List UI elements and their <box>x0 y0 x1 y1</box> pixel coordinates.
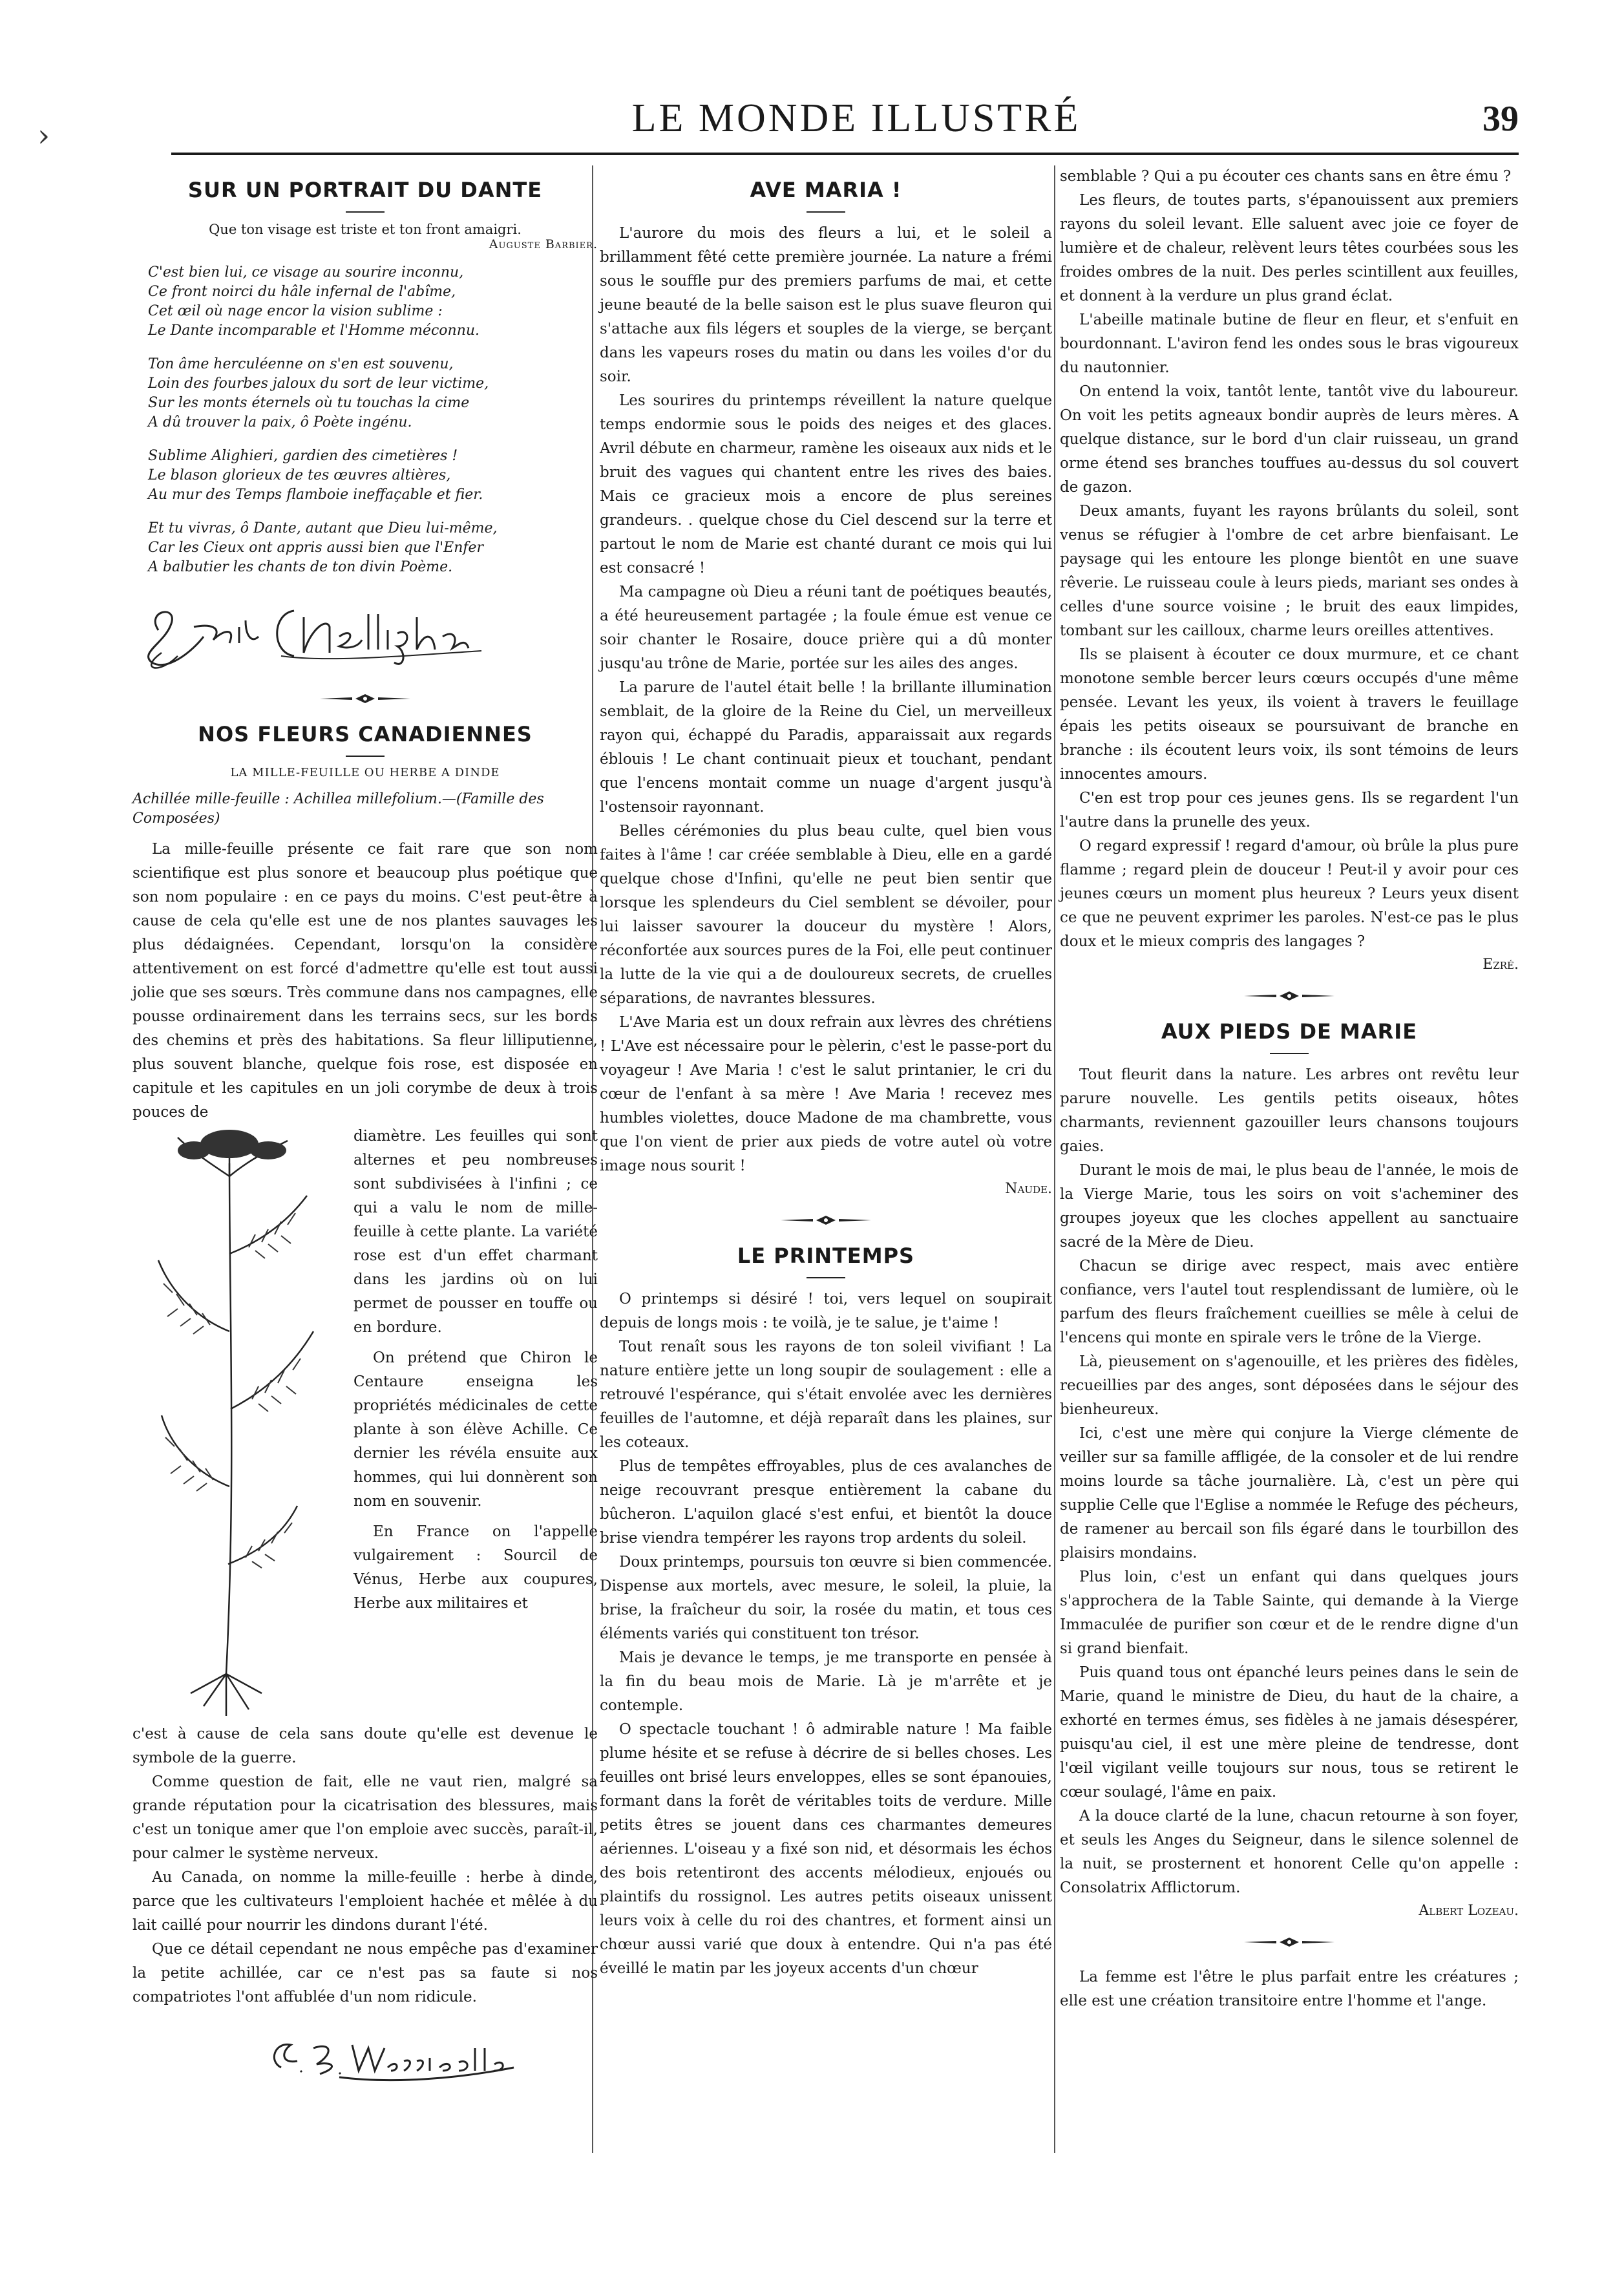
paragraph: A la douce clarté de la lune, chacun retourne à son foyer, et seuls les Anges du Seigneur, dans le silence solennel de la nuit, se prosternent et honorent Celle qu'on appelle : Consolatrix Afflictorum. <box>1060 1808 1519 1896</box>
paragraph: c'est à cause de cela sans doute qu'elle est devenue le symbole de la guerre. <box>132 1726 598 1766</box>
yarrow-plant-illustration <box>132 1125 346 1719</box>
paragraph: Ici, c'est une mère qui conjure la Vierge clémente de veiller sur sa famille affligée, de la consoler et de lui rendre moins lourde sa tâche journalière. Là, c'est un père qui supplie Celle que l'Eglise a nommée le Refuge des pécheurs, de ramener au bercail son fils égaré dans le tourbillon des plaisirs mondains. <box>1060 1425 1519 1561</box>
paragraph: Ma campagne où Dieu a réuni tant de poétiques beautés, a été heureusement partagée ; la foule émue est venue ce soir chanter le Rosaire, douce prière qui a dû monter jusqu'au trône de Marie, portée sur les ailes des anges. <box>600 584 1052 672</box>
paragraph: diamètre. Les feuilles qui sont alternes et peu nombreuses sont subdivisées à l'infini ; ce qui a valu le nom de mille-feuille à cette plante. La variété rose est d'un effet charmant dans les jardins où on lui permet de pousser en touffe ou en bordure. <box>353 1128 598 1336</box>
paragraph: Plus de tempêtes effroyables, plus de ces avalanches de neige recouvrant presque entièrement la cabane du bûcheron. L'aquilon glacé s'est enfui, et bientôt la douce brise viendra tempérer les rayons trop ardents du soleil. <box>600 1458 1052 1547</box>
paragraph: Les sourires du printemps réveillent la nature quelque temps endormie sous le poids des neiges et des glaces. Avril débute en charmeur, ramène les oiseaux aux nids et le bruit des vagues qui chantent entre les rives des baies. Mais ce gracieux mois a encore de plus sereines grandeurs. . quelque chose du Ciel descend sur la terre et partout le nom de Marie est chanté durant ce mois qui lui est consacré ! <box>600 392 1052 576</box>
marie-title: AUX PIEDS DE MARIE <box>1161 1019 1418 1044</box>
epigraph-author: Auguste Barbier. <box>489 237 598 251</box>
column-3 <box>1060 165 1519 2013</box>
paragraph: Ils se plaisent à écouter ce doux murmure, et ce chant monotone semble bercer leurs cœurs occupés d'une même pensée. Levant les yeux, ils voient à travers le feuillage épais les petits oiseaux se poursuivant de branche en branche : ils écoutent leurs voix, ils sont témoins de leurs innocentes amours. <box>1060 646 1519 783</box>
column-1 <box>132 165 598 2087</box>
verse-line: Cet œil où nage encor la vision sublime : <box>148 303 443 319</box>
verse-line: Sublime Alighieri, gardien des cimetières ! <box>148 448 458 464</box>
paragraph: O spectacle touchant ! ô admirable nature ! Ma faible plume hésite et se refuse à décrire de si belles choses. Les feuilles ont brisé leurs enveloppes, elles se sont épanouies, formant dans la forêt de véritables toits de verdure. Mille petits êtres se jouent dans ces charmantes demeures aériennes. L'oiseau y a fixé son nid, et désormais les échos des bois retentiront des accents mélodieux, enjoués ou plaintifs du rossignol. Les autres petits oiseaux unissent leurs voix à celle du roi des chantres, et forment ainsi un chœur aussi varié que doux à entendre. Qui n'a pas été éveillé le matin par les joyeux accents d'un chœur <box>600 1721 1052 1977</box>
verse-line: Le Dante incomparable et l'Homme méconnu. <box>148 323 480 339</box>
dante-title: SUR UN PORTRAIT DU DANTE <box>187 178 543 202</box>
newspaper-title: LE MONDE ILLUSTRÉ <box>631 96 1081 140</box>
verse-line: Sur les monts éternels où tu touchas la cime <box>148 395 470 411</box>
verse-line: C'est bien lui, ce visage au sourire inconnu, <box>148 264 464 280</box>
column-divider <box>1054 165 1055 2153</box>
printemps-body <box>600 1287 1052 1981</box>
verse-line: Loin des fourbes jaloux du sort de leur victime, <box>148 375 489 392</box>
title-rule <box>346 756 385 757</box>
title-rule <box>346 211 385 213</box>
paragraph: O regard expressif ! regard d'amour, où brûle la plus pure flamme ; regard plein de douceur ! Peut-il y avoir pour ces jeunes cœurs un moment plus heureux ? Leurs yeux disent ce que ne peuvent exprimer les paroles. N'est-ce pas le plus doux et le mieux compris des langages ? <box>1060 838 1519 950</box>
printemps-article <box>600 1243 1052 1981</box>
paragraph: L'Ave Maria est un doux refrain aux lèvres des chrétiens ! L'Ave est nécessaire pour le pèlerin, c'est le passe-port du voyageur ! Ave Maria ! c'est le salut printanier, le cri du cœur de l'enfant à sa mère ! Ave Maria ! recevez mes humbles violettes, douce Madone de ma chambrette, vous que l'on vient de prier aux pieds de votre autel où votre image nous sourit ! <box>600 1014 1052 1174</box>
masthead-rule <box>171 153 1519 155</box>
stanza <box>148 263 598 341</box>
marie-body <box>1060 1063 1519 1900</box>
ave-author: Naude. <box>1005 1181 1052 1197</box>
botanical-name: Achillée mille-feuille : Achillea millefolium.—(Famille des Composées) <box>132 791 544 827</box>
section-ornament <box>1241 1936 1338 1949</box>
paragraph: L'abeille matinale butine de fleur en fleur, et s'enfuit en bourdonnant. L'aviron fend les ondes sous le bras vigoureux du nautonnier. <box>1060 312 1519 376</box>
page-number: 39 <box>1482 99 1519 139</box>
paragraph: Là, pieusement on s'agenouille, et les prières des fidèles, recueillies par des anges, sont déposées dans le séjour des bienheureux. <box>1060 1353 1519 1418</box>
ave-maria-article <box>600 165 1052 1197</box>
verse-line: Et tu vivras, ô Dante, autant que Dieu lui-même, <box>148 520 498 536</box>
paragraph: On entend la voix, tantôt lente, tantôt vive du laboureur. On voit les petits agneaux bondir auprès de leurs mères. A quelque distance, sur le bord d'un clair ruisseau, un grand orme étend ses branches touffues au-dessus du sol couvert de gazon. <box>1060 383 1519 496</box>
verse-line: Ton âme herculéenne on s'en est souvenu, <box>148 356 454 372</box>
paragraph: Tout fleurit dans la nature. Les arbres ont revêtu leur parure nouvelle. Les gentils petits oiseaux, hôtes charmants, reviennent gazouiller leurs chansons toujours gaies. <box>1060 1066 1519 1155</box>
stanza <box>148 447 598 505</box>
verse-line: Ce front noirci du hâle infernal de l'abîme, <box>148 284 456 300</box>
section-ornament <box>777 1214 874 1227</box>
printemps-author: Ezré. <box>1482 957 1519 973</box>
verse-line: A balbutier les chants de ton divin Poème. <box>148 559 453 575</box>
stanza <box>148 519 598 577</box>
fleurs-title: NOS FLEURS CANADIENNES <box>198 722 533 746</box>
paragraph: C'en est trop pour ces jeunes gens. Ils se regardent l'un l'autre dans la prunelle des yeux. <box>1060 790 1519 830</box>
marie-article <box>1060 1019 1519 1919</box>
paragraph: Comme question de fait, elle ne vaut rien, malgré sa grande réputation pour la cicatrisation des blessures, mais c'est un tonique amer que l'on emploie avec succès, paraît-il, pour calmer le système nerveux. <box>132 1773 598 1862</box>
printemps-continued-body <box>1060 165 1519 954</box>
epigraph: Que ton visage est triste et ton front amaigri. <box>209 222 522 237</box>
paragraph: Que ce détail cependant ne nous empêche pas d'examiner la petite achillée, car ce n'est pas sa faute si nos compatriotes l'ont affublée d'un nom ridicule. <box>132 1941 598 2005</box>
paragraph: L'aurore du mois des fleurs a lui, et le soleil a brillamment fêté cette première journée. La nature a frémi sous le souffle pur des premiers parfums de mai, et cette jeune beauté de la belle saison est le plus suave fleuron qui s'attache aux fils légers et souples de la vierge, se berçant dans les vapeurs roses du matin ou dans les voiles d'or du soir. <box>600 225 1052 385</box>
verse-line: A dû trouver la paix, ô Poète ingénu. <box>148 414 412 430</box>
paragraph: O printemps si désiré ! toi, vers lequel on soupirait depuis de longs mois : te voilà, je te salue, je t'aime ! <box>600 1291 1052 1331</box>
paragraph: Puis quand tous ont épanché leurs peines dans le sein de Marie, quand le ministre de Dieu, du haut de la chaire, a exhorté en termes émus, ses fidèles à ne jamais désespérer, puisqu'au ciel, il est une mère pleine de tendresse, dont l'œil vigilant veille toujours sur nous, tous se retirent le cœur soulagé, l'âme en paix. <box>1060 1664 1519 1801</box>
poem-stanzas <box>132 263 598 577</box>
paragraph: Au Canada, on nomme la mille-feuille : herbe à dinde, parce que les cultivateurs l'emploient hachée et mêlée à du lait caillé pour nourrir les dindons durant l'été. <box>132 1869 598 1934</box>
paragraph: Plus loin, c'est un enfant qui dans quelques jours s'approchera de la Table Sainte, qui demande à la Vierge Immaculée de purifier son cœur et de le rendre digne d'un si grand bienfait. <box>1060 1569 1519 1657</box>
marie-author: Albert Lozeau. <box>1418 1903 1519 1919</box>
section-ornament <box>1241 989 1338 1002</box>
paragraph: Mais je devance le temps, je me transporte en pensée à la fin du beau mois de Marie. Là je m'arrête et je contemple. <box>600 1649 1052 1714</box>
paragraph: La parure de l'autel était belle ! la brillante illumination semblait, de la gloire de la Reine du Ciel, un merveilleux rayon qui, échappé du Paradis, apparaissait aux regards éblouis ! Le chant continuait pieux et touchant, pendant que l'encens montait comme un nuage d'argent jusqu'à l'ostensoir rayonnant. <box>600 679 1052 816</box>
paragraph: La mille-feuille présente ce fait rare que son nom scientifique est plus sonore et beaucoup plus poétique que son nom populaire : en ce pays du moins. C'est peut-être à cause de cela qu'elle est une de nos plantes sauvages les plus dédaignées. Cependant, lorsqu'on la considère attentivement on est forcé d'admettre qu'elle est tout aussi jolie que ses sœurs. Très commune dans nos campagnes, elle pousse ordinairement dans les terrains secs, sur les bords des chemins et près des habitations. Sa fleur lilliputienne, plus souvent blanche, quelque fois rose, est disposée en capitule et les capitules en un joli corymbe de deux à trois pouces de <box>132 841 598 1121</box>
verse-line: Au mur des Temps flamboie ineffaçable et fier. <box>148 487 483 503</box>
paragraph: Belles cérémonies du plus beau culte, quel bien vous faites à l'âme ! car créée semblable à Dieu, elle en a gardé quelque chose d'Infini, qu'elle ne peut bien sentir que lorsque les splendeurs du Ciel semblent se dévoiler, pour lui laisser savourer la douceur du mystère ! Alors, réconfortée aux sources pures de la Foi, elle peut continuer la lutte de la vie qui a de douloureux secrets, de cruelles séparations, de navrantes blessures. <box>600 823 1052 1007</box>
paragraph: Doux printemps, poursuis ton œuvre si bien commencée. Dispense aux mortels, avec mesure, le soleil, la pluie, la brise, la fraîcheur du soir, la rosée du matin, et tous ces éléments variés qui constituent ton trésor. <box>600 1554 1052 1642</box>
section-ornament <box>317 692 414 705</box>
fleurs-subtitle: LA MILLE-FEUILLE OU HERBE A DINDE <box>230 766 500 779</box>
wrapped-text <box>353 1125 598 1616</box>
paragraph: Les fleurs, de toutes parts, s'épanouissent aux premiers rayons du soleil levant. Elle saluent avec joie ce foyer de lumière et de chaleur, relèvent leurs têtes courbées sous les froides ombres de la nuit. Des perles scintillent aux feuilles, et donnent à la verdure un plus grand éclat. <box>1060 192 1519 304</box>
paragraph: Durant le mois de mai, le plus beau de l'année, le mois de la Vierge Marie, tous les soirs on voit s'acheminer des groupes joyeux que les cloches appellent au sanctuaire sacré de la Mère de Dieu. <box>1060 1162 1519 1251</box>
title-rule <box>807 1277 845 1278</box>
margin-mark: › <box>37 118 50 154</box>
title-rule <box>1270 1053 1309 1054</box>
paragraph: semblable ? Qui a pu écouter ces chants sans en être ému ? <box>1060 168 1512 185</box>
massicotte-signature <box>262 2022 520 2087</box>
ave-body <box>600 222 1052 1178</box>
fleurs-article <box>132 722 598 2087</box>
dante-poem <box>132 165 598 675</box>
paragraph: Deux amants, fuyant les rayons brûlants du soleil, sont venus se réfugier à l'ombre de cet arbre bienfaisant. Le paysage qui les entoure les plonge bientôt en une suave rêverie. Le ruisseau coule à leurs pieds, mariant ses ondes à celles d'une source voisine ; le bruit des eaux limpides, tombant sur les cailloux, charme leurs oreilles attentives. <box>1060 503 1519 639</box>
maxim-paragraph: La femme est l'être le plus parfait entre les créatures ; elle est une création transitoire entre l'homme et l'ange. <box>1060 1969 1519 2009</box>
paragraph: Chacun se dirige avec respect, mais avec entière confiance, vers l'autel tout resplendissant de lumière, où le parfum des fleurs fraîchement cueillies se mêle à celui de l'encens qui monte en spirale vers le trône de la Vierge. <box>1060 1258 1519 1346</box>
masthead <box>194 96 1519 147</box>
verse-line: Le blason glorieux de tes œuvres altières, <box>148 467 451 483</box>
printemps-title: LE PRINTEMPS <box>737 1243 915 1268</box>
plant-illustration-block <box>132 1125 598 1722</box>
paragraph: On prétend que Chiron le Centaure enseigna les propriétés médicinales de cette plante à son élève Achille. Ce dernier les révéla ensuite aux hommes, qui lui donnèrent son nom en souvenir. <box>353 1349 598 1510</box>
nelligan-signature <box>132 591 494 675</box>
verse-line: Car les Cieux ont appris aussi bien que l'Enfer <box>148 540 484 556</box>
column-2 <box>600 165 1052 1981</box>
stanza <box>148 355 598 432</box>
printemps-continuation <box>1060 165 1519 973</box>
ave-title: AVE MARIA ! <box>750 178 902 202</box>
paragraph: En France on l'appelle vulgairement : Sourcil de Vénus, Herbe aux coupures, Herbe aux militaires et <box>353 1523 598 1612</box>
paragraph: Tout renaît sous les rayons de ton soleil vivifiant ! La nature entière jette un long soupir de soulagement : elle a retrouvé l'espérance, qui s'était envolée avec les dernières feuilles de l'automne, et déjà reparaît dans les plaines, sur les coteaux. <box>600 1338 1052 1451</box>
title-rule <box>807 211 845 213</box>
